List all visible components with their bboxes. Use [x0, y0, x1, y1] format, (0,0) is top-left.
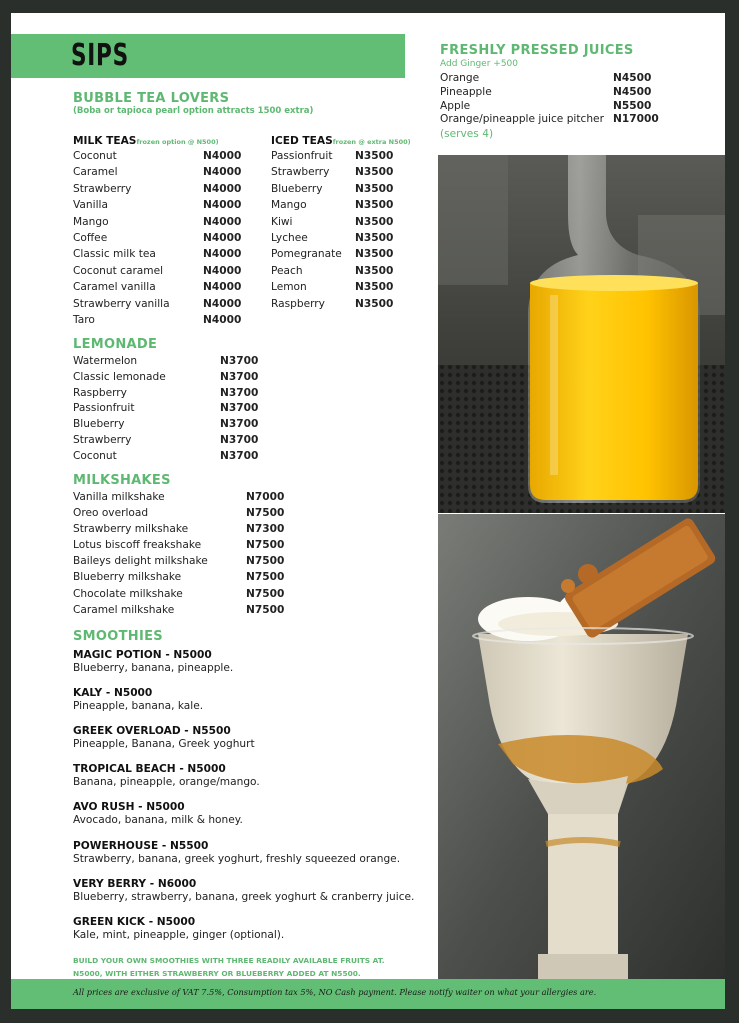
- item-price: N3500: [355, 264, 394, 277]
- iced-tea-row: [271, 183, 421, 199]
- lemonade-list: [73, 355, 273, 466]
- item-name: Blueberry milkshake: [73, 571, 182, 584]
- juices-heading: FRESHLY PRESSED JUICES: [440, 43, 634, 58]
- item-name: Coconut caramel: [73, 264, 164, 277]
- item-name: Taro: [73, 313, 95, 326]
- item-price: N3700: [220, 418, 259, 431]
- item-name: Strawberry vanilla: [73, 297, 170, 310]
- item-name: Apple: [440, 99, 471, 112]
- item-price: N3500: [355, 281, 394, 294]
- milkshake-photo: [438, 514, 725, 979]
- milkshake-row: [73, 555, 293, 571]
- item-price: N7300: [246, 523, 285, 536]
- iced-tea-row: [271, 265, 421, 281]
- item-price: N3500: [355, 182, 394, 195]
- juices-serves-note: (serves 4): [440, 128, 494, 140]
- smoothie-description: Strawberry, banana, greek yoghurt, freshly squeezed orange.: [73, 852, 401, 865]
- footer-note: All prices are exclusive of VAT 7.5%, Consumption tax 5%, NO Cash payment. Please notify waiter on what your allergies are.: [73, 987, 597, 997]
- footer-bar: [11, 979, 725, 1009]
- milk-teas-heading: [73, 135, 219, 147]
- item-price: N3500: [355, 248, 394, 261]
- item-name: Baileys delight milkshake: [73, 555, 208, 568]
- item-price: N4000: [203, 281, 242, 294]
- smoothie-description: Pineapple, Banana, Greek yoghurt: [73, 738, 255, 751]
- item-price: N3500: [355, 166, 394, 179]
- item-name: Orange: [440, 72, 480, 84]
- item-price: N3500: [355, 231, 394, 244]
- juice-row: [440, 86, 725, 100]
- item-name: Vanilla: [73, 199, 108, 212]
- milk-tea-row: [73, 314, 253, 330]
- item-name: Blueberry: [271, 182, 323, 195]
- smoothie-name: VERY BERRY - N6000: [73, 877, 197, 890]
- iced-tea-row: [271, 298, 421, 314]
- smoothie-description: Pineapple, banana, kale.: [73, 700, 204, 713]
- item-price: N5500: [613, 99, 652, 112]
- milkshake-row: [73, 491, 293, 507]
- item-price: N4000: [203, 231, 242, 244]
- item-price: N3700: [220, 355, 259, 367]
- item-price: N7500: [246, 507, 285, 520]
- item-name: Mango: [73, 215, 109, 228]
- item-name: Chocolate milkshake: [73, 587, 183, 600]
- item-price: N4000: [203, 215, 242, 228]
- milk-teas-label: MILK TEAS: [73, 135, 137, 147]
- iced-teas-label: ICED TEAS: [271, 135, 333, 147]
- lemonade-row: [73, 434, 273, 450]
- item-price: N7500: [246, 555, 285, 568]
- item-name: Blueberry: [73, 418, 125, 431]
- bubble-tea-heading: BUBBLE TEA LOVERS: [73, 91, 230, 106]
- item-price: N4000: [203, 248, 242, 261]
- item-price: N3700: [220, 449, 259, 462]
- smoothie-description: Blueberry, banana, pineapple.: [73, 662, 234, 674]
- item-name: Mango: [271, 199, 307, 212]
- smoothie-item: [73, 687, 433, 712]
- item-name: Passionfruit: [271, 150, 333, 162]
- byo-line-2: N5000, WITH EITHER STRAWBERRY OR BLUEBERRY ADDED AT N5500.: [73, 969, 361, 978]
- milk-tea-row: [73, 232, 253, 248]
- milkshakes-heading: MILKSHAKES: [73, 473, 171, 488]
- lemonade-row: [73, 371, 273, 387]
- iced-tea-row: [271, 281, 421, 297]
- smoothie-name: AVO RUSH - N5000: [73, 801, 185, 814]
- build-your-own-note: [73, 954, 433, 980]
- juices-list: [440, 72, 725, 127]
- smoothie-description: Blueberry, strawberry, banana, greek yoghurt & cranberry juice.: [73, 890, 415, 903]
- item-price: N4000: [203, 297, 242, 310]
- item-name: Coffee: [73, 231, 108, 244]
- lemonade-row: [73, 387, 273, 403]
- milkshake-row: [73, 604, 293, 620]
- item-name: Vanilla milkshake: [73, 491, 165, 503]
- iced-teas-heading: [271, 135, 411, 147]
- byo-line-1: BUILD YOUR OWN SMOOTHIES WITH THREE READILY AVAILABLE FRUITS AT.: [73, 956, 385, 965]
- title-bar: [11, 34, 405, 78]
- item-name: Classic lemonade: [73, 370, 166, 383]
- smoothie-description: Avocado, banana, milk & honey.: [73, 814, 243, 827]
- milkshake-row: [73, 571, 293, 587]
- item-price: N4000: [203, 182, 242, 195]
- iced-tea-row: [271, 216, 421, 232]
- item-price: N3500: [355, 215, 394, 228]
- juice-row: [440, 113, 725, 127]
- bubble-tea-subtitle: (Boba or tapioca pearl option attracts 1500 extra): [73, 106, 314, 116]
- iced-tea-row: [271, 248, 421, 264]
- item-name: Raspberry: [271, 297, 325, 310]
- lemonade-row: [73, 450, 273, 466]
- item-price: N4500: [613, 85, 652, 98]
- smoothie-item: [73, 801, 433, 826]
- smoothie-name: POWERHOUSE - N5500: [73, 839, 209, 852]
- iced-tea-row: [271, 166, 421, 182]
- item-name: Pineapple: [440, 85, 492, 98]
- menu-page: [11, 13, 725, 1009]
- milk-tea-row: [73, 166, 253, 182]
- item-name: Lychee: [271, 231, 308, 244]
- orange-juice-illustration: [438, 155, 725, 513]
- item-price: N4000: [203, 150, 242, 162]
- milk-tea-row: [73, 199, 253, 215]
- iced-tea-row: [271, 199, 421, 215]
- item-name: Strawberry: [73, 433, 132, 446]
- iced-tea-row: [271, 232, 421, 248]
- milk-tea-row: [73, 281, 253, 297]
- iced-teas-list: [271, 150, 421, 314]
- item-price: N3700: [220, 386, 259, 399]
- item-price: N4500: [613, 72, 652, 84]
- smoothie-name: GREEN KICK - N5000: [73, 915, 196, 928]
- item-name: Strawberry milkshake: [73, 523, 189, 536]
- item-name: Strawberry: [73, 182, 132, 195]
- smoothies-heading: SMOOTHIES: [73, 629, 163, 644]
- milkshakes-list: [73, 491, 293, 620]
- smoothie-item: [73, 763, 433, 788]
- item-name: Pomegranate: [271, 248, 342, 261]
- milk-tea-row: [73, 298, 253, 314]
- page-title: SIPS: [71, 38, 129, 73]
- juice-row: [440, 100, 725, 114]
- smoothie-description: Kale, mint, pineapple, ginger (optional).: [73, 928, 285, 941]
- milk-teas-note: frozen option @ N500): [136, 138, 219, 146]
- milk-teas-list: [73, 150, 253, 330]
- smoothie-item: [73, 878, 433, 903]
- item-price: N4000: [203, 199, 242, 212]
- item-name: Coconut: [73, 150, 117, 162]
- lemonade-row: [73, 402, 273, 418]
- smoothie-item: [73, 916, 433, 941]
- item-price: N3500: [355, 297, 394, 310]
- smoothie-description: Banana, pineapple, orange/mango.: [73, 776, 260, 789]
- iced-tea-row: [271, 150, 421, 166]
- item-price: N7500: [246, 587, 285, 600]
- smoothie-name: GREEK OVERLOAD - N5500: [73, 725, 231, 738]
- item-price: N3700: [220, 402, 259, 415]
- smoothie-item: [73, 649, 433, 674]
- smoothie-item: [73, 840, 433, 865]
- item-name: Peach: [271, 264, 303, 277]
- item-name: Caramel vanilla: [73, 281, 156, 294]
- item-price: N3700: [220, 370, 259, 383]
- juice-row: [440, 72, 725, 86]
- lemonade-row: [73, 355, 273, 371]
- item-name: Lemon: [271, 281, 307, 294]
- item-price: N7000: [246, 491, 285, 503]
- item-name: Caramel milkshake: [73, 603, 175, 616]
- milkshake-row: [73, 507, 293, 523]
- milk-tea-row: [73, 216, 253, 232]
- item-price: N4000: [203, 166, 242, 179]
- iced-teas-note: frozen @ extra N500): [332, 138, 411, 146]
- item-price: N4000: [203, 264, 242, 277]
- milkshake-row: [73, 539, 293, 555]
- item-name: Orange/pineapple juice pitcher: [440, 113, 604, 126]
- smoothie-name: KALY - N5000: [73, 687, 153, 700]
- milkshake-row: [73, 523, 293, 539]
- item-price: N3500: [355, 150, 394, 162]
- item-price: N3500: [355, 199, 394, 212]
- lemonade-heading: LEMONADE: [73, 337, 158, 352]
- item-name: Coconut: [73, 449, 117, 462]
- smoothie-name: MAGIC POTION - N5000: [73, 649, 212, 661]
- item-name: Lotus biscoff freakshake: [73, 539, 202, 552]
- milk-tea-row: [73, 265, 253, 281]
- smoothie-item: [73, 725, 433, 750]
- item-name: Classic milk tea: [73, 248, 156, 261]
- item-price: N3700: [220, 433, 259, 446]
- item-price: N4000: [203, 313, 242, 326]
- juices-ginger-note: Add Ginger +500: [440, 59, 518, 69]
- item-price: N7500: [246, 603, 285, 616]
- milk-tea-row: [73, 183, 253, 199]
- lemonade-row: [73, 418, 273, 434]
- item-name: Oreo overload: [73, 507, 149, 520]
- orange-juice-photo: [438, 155, 725, 513]
- item-name: Watermelon: [73, 355, 138, 367]
- item-name: Passionfruit: [73, 402, 135, 415]
- item-name: Caramel: [73, 166, 118, 179]
- item-price: N17000: [613, 113, 659, 126]
- milk-tea-row: [73, 150, 253, 166]
- item-name: Strawberry: [271, 166, 330, 179]
- item-price: N7500: [246, 571, 285, 584]
- milk-tea-row: [73, 248, 253, 264]
- item-name: Raspberry: [73, 386, 127, 399]
- item-name: Kiwi: [271, 215, 293, 228]
- smoothie-name: TROPICAL BEACH - N5000: [73, 763, 226, 776]
- milkshake-row: [73, 588, 293, 604]
- item-price: N7500: [246, 539, 285, 552]
- milkshake-illustration: [438, 514, 725, 979]
